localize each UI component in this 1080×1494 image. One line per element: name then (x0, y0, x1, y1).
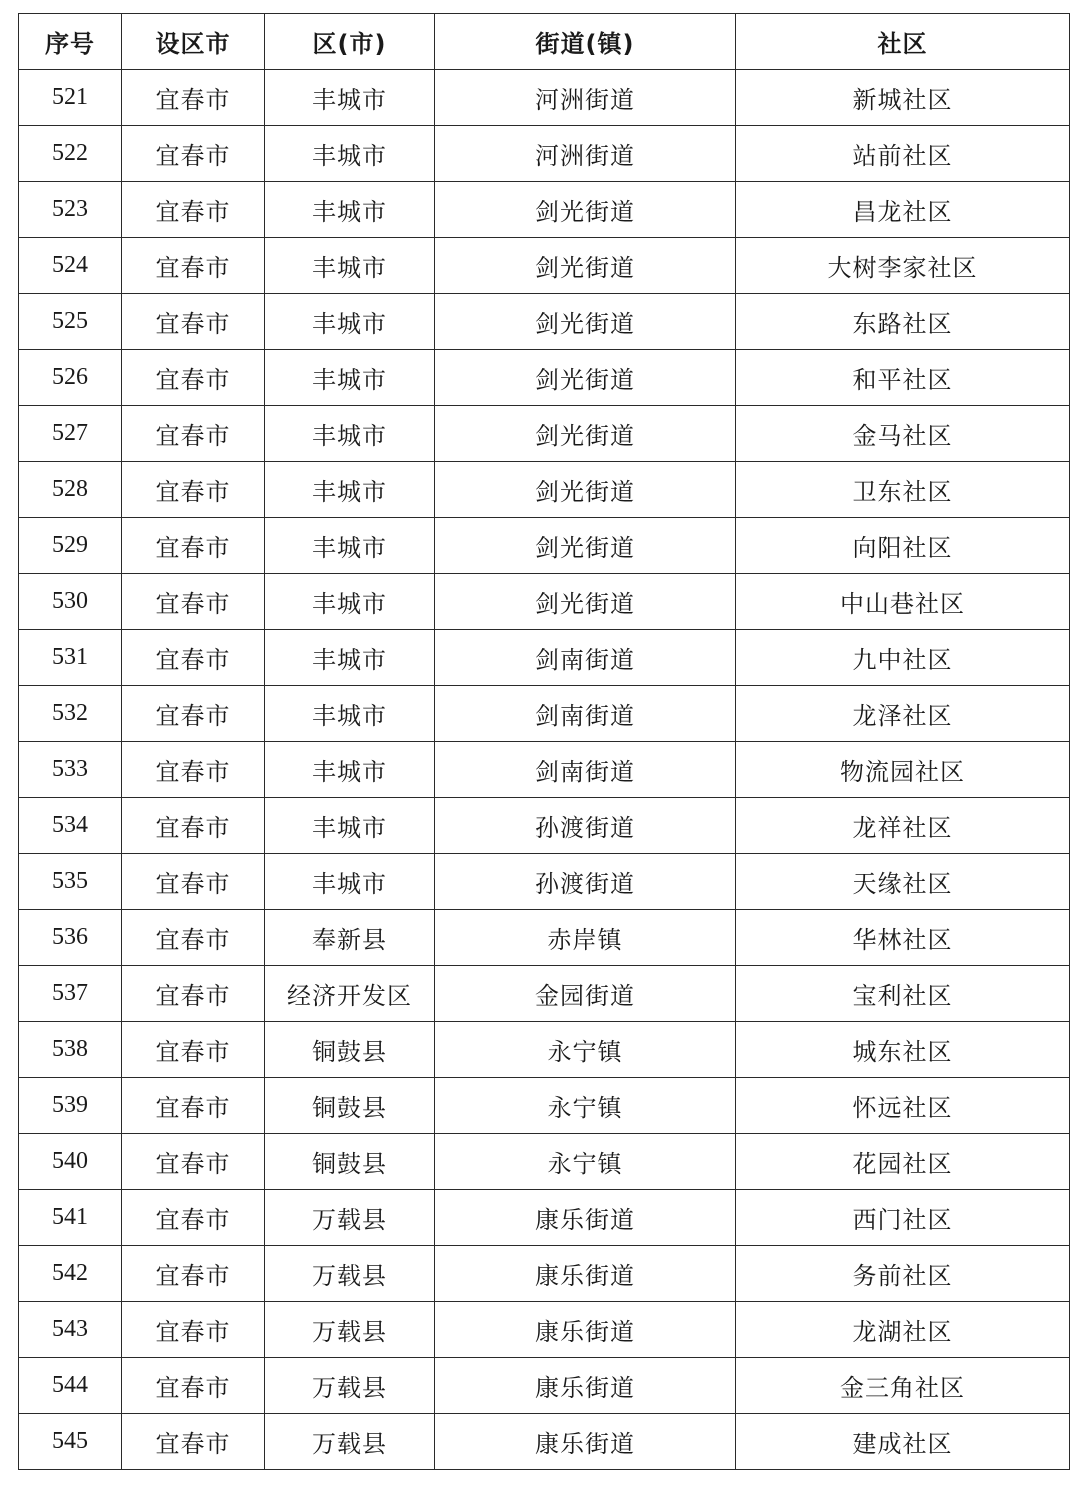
table-row (19, 462, 1070, 518)
cell-street-town: 孙渡街道 (435, 854, 736, 910)
cell-city: 宜春市 (122, 1134, 265, 1190)
cell-district: 丰城市 (265, 518, 435, 574)
header-street-town: 街道(镇) (435, 14, 736, 70)
cell-street-town: 赤岸镇 (435, 910, 736, 966)
cell-district: 铜鼓县 (265, 1078, 435, 1134)
cell-city: 宜春市 (122, 574, 265, 630)
cell-community: 和平社区 (736, 350, 1070, 406)
table-row (19, 1190, 1070, 1246)
cell-serial-number: 527 (19, 406, 122, 462)
cell-community: 卫东社区 (736, 462, 1070, 518)
cell-street-town: 剑南街道 (435, 630, 736, 686)
cell-community: 龙泽社区 (736, 686, 1070, 742)
header-district: 区(市) (265, 14, 435, 70)
cell-street-town: 康乐街道 (435, 1302, 736, 1358)
table-row (19, 1358, 1070, 1414)
cell-community: 九中社区 (736, 630, 1070, 686)
cell-district: 丰城市 (265, 294, 435, 350)
cell-street-town: 河洲街道 (435, 126, 736, 182)
cell-street-town: 康乐街道 (435, 1190, 736, 1246)
cell-city: 宜春市 (122, 686, 265, 742)
cell-city: 宜春市 (122, 238, 265, 294)
table-row (19, 574, 1070, 630)
cell-serial-number: 528 (19, 462, 122, 518)
cell-serial-number: 529 (19, 518, 122, 574)
cell-city: 宜春市 (122, 1190, 265, 1246)
table-row (19, 1414, 1070, 1470)
cell-community: 龙祥社区 (736, 798, 1070, 854)
cell-community: 向阳社区 (736, 518, 1070, 574)
cell-community: 西门社区 (736, 1190, 1070, 1246)
cell-serial-number: 532 (19, 686, 122, 742)
cell-district: 丰城市 (265, 238, 435, 294)
cell-city: 宜春市 (122, 1246, 265, 1302)
cell-community: 金马社区 (736, 406, 1070, 462)
cell-city: 宜春市 (122, 798, 265, 854)
cell-street-town: 永宁镇 (435, 1022, 736, 1078)
cell-community: 天缘社区 (736, 854, 1070, 910)
cell-street-town: 剑光街道 (435, 182, 736, 238)
table-row (19, 854, 1070, 910)
cell-district: 万载县 (265, 1246, 435, 1302)
cell-serial-number: 526 (19, 350, 122, 406)
cell-district: 铜鼓县 (265, 1022, 435, 1078)
cell-serial-number: 524 (19, 238, 122, 294)
cell-district: 丰城市 (265, 462, 435, 518)
cell-serial-number: 535 (19, 854, 122, 910)
cell-community: 怀远社区 (736, 1078, 1070, 1134)
table-row (19, 686, 1070, 742)
cell-community: 城东社区 (736, 1022, 1070, 1078)
cell-district: 丰城市 (265, 126, 435, 182)
cell-city: 宜春市 (122, 910, 265, 966)
cell-street-town: 永宁镇 (435, 1134, 736, 1190)
cell-district: 万载县 (265, 1302, 435, 1358)
cell-district: 万载县 (265, 1414, 435, 1470)
cell-street-town: 永宁镇 (435, 1078, 736, 1134)
cell-street-town: 剑光街道 (435, 462, 736, 518)
cell-street-town: 剑光街道 (435, 574, 736, 630)
cell-district: 万载县 (265, 1358, 435, 1414)
cell-serial-number: 543 (19, 1302, 122, 1358)
table-row (19, 1246, 1070, 1302)
cell-serial-number: 538 (19, 1022, 122, 1078)
table-row (19, 518, 1070, 574)
cell-street-town: 河洲街道 (435, 70, 736, 126)
cell-community: 务前社区 (736, 1246, 1070, 1302)
cell-community: 花园社区 (736, 1134, 1070, 1190)
cell-district: 丰城市 (265, 854, 435, 910)
cell-street-town: 孙渡街道 (435, 798, 736, 854)
cell-serial-number: 533 (19, 742, 122, 798)
cell-district: 丰城市 (265, 574, 435, 630)
table-row (19, 1078, 1070, 1134)
table-row (19, 742, 1070, 798)
cell-street-town: 剑南街道 (435, 742, 736, 798)
cell-district: 丰城市 (265, 798, 435, 854)
cell-district: 丰城市 (265, 350, 435, 406)
cell-community: 昌龙社区 (736, 182, 1070, 238)
cell-serial-number: 536 (19, 910, 122, 966)
cell-city: 宜春市 (122, 742, 265, 798)
cell-serial-number: 545 (19, 1414, 122, 1470)
community-table (18, 13, 1070, 1470)
cell-street-town: 康乐街道 (435, 1414, 736, 1470)
cell-district: 经济开发区 (265, 966, 435, 1022)
cell-community: 建成社区 (736, 1414, 1070, 1470)
cell-serial-number: 521 (19, 70, 122, 126)
cell-serial-number: 522 (19, 126, 122, 182)
cell-street-town: 剑光街道 (435, 406, 736, 462)
cell-serial-number: 534 (19, 798, 122, 854)
cell-city: 宜春市 (122, 1414, 265, 1470)
cell-serial-number: 525 (19, 294, 122, 350)
cell-district: 丰城市 (265, 630, 435, 686)
table-row (19, 966, 1070, 1022)
cell-community: 物流园社区 (736, 742, 1070, 798)
table-row (19, 238, 1070, 294)
table-row (19, 350, 1070, 406)
table-row (19, 1302, 1070, 1358)
cell-community: 新城社区 (736, 70, 1070, 126)
cell-district: 丰城市 (265, 406, 435, 462)
cell-district: 万载县 (265, 1190, 435, 1246)
table-row (19, 1134, 1070, 1190)
cell-community: 龙湖社区 (736, 1302, 1070, 1358)
cell-community: 金三角社区 (736, 1358, 1070, 1414)
cell-city: 宜春市 (122, 462, 265, 518)
cell-city: 宜春市 (122, 518, 265, 574)
cell-community: 中山巷社区 (736, 574, 1070, 630)
cell-community: 大树李家社区 (736, 238, 1070, 294)
cell-serial-number: 541 (19, 1190, 122, 1246)
cell-serial-number: 531 (19, 630, 122, 686)
cell-district: 丰城市 (265, 686, 435, 742)
cell-city: 宜春市 (122, 350, 265, 406)
cell-city: 宜春市 (122, 1358, 265, 1414)
cell-city: 宜春市 (122, 182, 265, 238)
cell-city: 宜春市 (122, 294, 265, 350)
cell-street-town: 剑南街道 (435, 686, 736, 742)
cell-serial-number: 530 (19, 574, 122, 630)
cell-serial-number: 542 (19, 1246, 122, 1302)
table-row (19, 910, 1070, 966)
cell-city: 宜春市 (122, 966, 265, 1022)
table-row (19, 126, 1070, 182)
table-body (19, 70, 1070, 1470)
cell-serial-number: 523 (19, 182, 122, 238)
cell-city: 宜春市 (122, 70, 265, 126)
cell-street-town: 康乐街道 (435, 1246, 736, 1302)
cell-city: 宜春市 (122, 630, 265, 686)
cell-serial-number: 537 (19, 966, 122, 1022)
table-row (19, 798, 1070, 854)
cell-district: 奉新县 (265, 910, 435, 966)
cell-city: 宜春市 (122, 1078, 265, 1134)
cell-city: 宜春市 (122, 406, 265, 462)
table-row (19, 182, 1070, 238)
cell-street-town: 剑光街道 (435, 350, 736, 406)
cell-serial-number: 540 (19, 1134, 122, 1190)
cell-district: 丰城市 (265, 182, 435, 238)
cell-street-town: 康乐街道 (435, 1358, 736, 1414)
table-row (19, 294, 1070, 350)
table-header-row (19, 14, 1070, 70)
cell-community: 宝利社区 (736, 966, 1070, 1022)
cell-street-town: 剑光街道 (435, 238, 736, 294)
cell-city: 宜春市 (122, 1022, 265, 1078)
cell-street-town: 金园街道 (435, 966, 736, 1022)
cell-street-town: 剑光街道 (435, 518, 736, 574)
header-community: 社区 (736, 14, 1070, 70)
table-row (19, 630, 1070, 686)
cell-city: 宜春市 (122, 854, 265, 910)
cell-city: 宜春市 (122, 1302, 265, 1358)
cell-community: 站前社区 (736, 126, 1070, 182)
cell-district: 丰城市 (265, 742, 435, 798)
cell-serial-number: 544 (19, 1358, 122, 1414)
cell-street-town: 剑光街道 (435, 294, 736, 350)
table-row (19, 1022, 1070, 1078)
cell-serial-number: 539 (19, 1078, 122, 1134)
cell-city: 宜春市 (122, 126, 265, 182)
cell-district: 丰城市 (265, 70, 435, 126)
header-city: 设区市 (122, 14, 265, 70)
table-row (19, 406, 1070, 462)
cell-community: 华林社区 (736, 910, 1070, 966)
cell-district: 铜鼓县 (265, 1134, 435, 1190)
table-row (19, 70, 1070, 126)
header-serial-number: 序号 (19, 14, 122, 70)
cell-community: 东路社区 (736, 294, 1070, 350)
